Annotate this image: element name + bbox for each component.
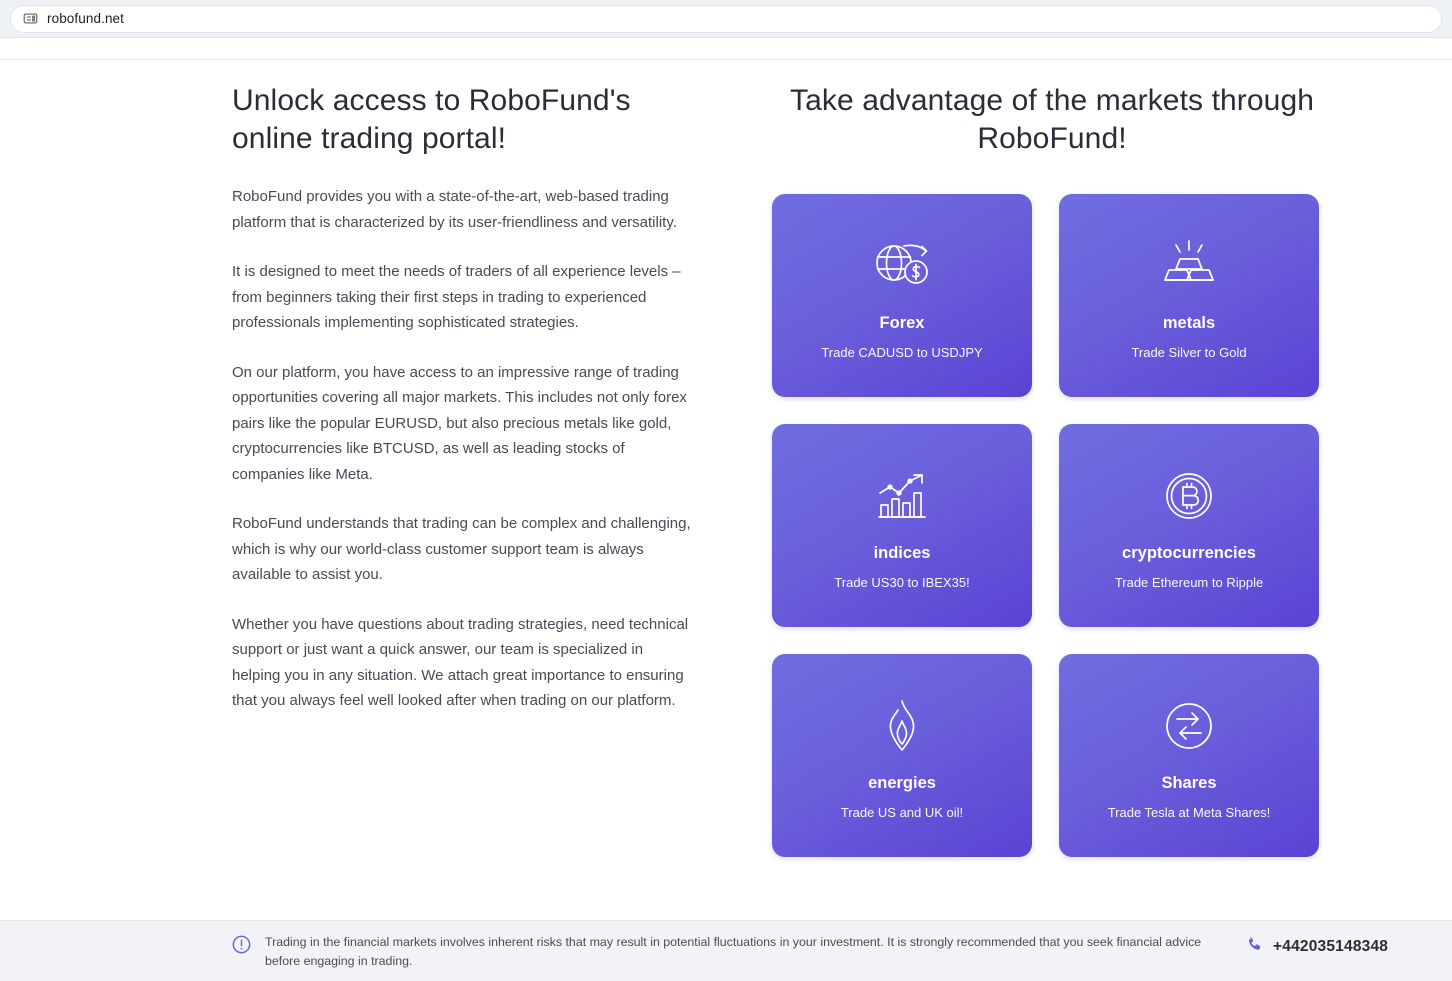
card-title: metals — [1162, 313, 1216, 332]
market-card-energies[interactable] — [772, 654, 1032, 857]
card-title: energies — [868, 773, 936, 792]
market-card-shares[interactable] — [1059, 654, 1319, 857]
intro-column — [52, 82, 692, 857]
card-subtitle: Trade US30 to IBEX35! — [834, 574, 970, 590]
intro-paragraph: RoboFund provides you with a state-of-the-art, web-based trading platform that is characterized by its user-friendliness and versatility. — [232, 188, 677, 231]
card-title: cryptocurrencies — [1122, 543, 1256, 562]
card-subtitle: Trade Tesla at Meta Shares! — [1107, 804, 1271, 820]
content-columns — [0, 60, 1452, 857]
card-title: Forex — [879, 313, 925, 332]
browser-toolbar — [0, 0, 1452, 38]
market-card-metals[interactable] — [1059, 194, 1319, 397]
address-bar[interactable] — [10, 5, 1442, 33]
market-card-forex[interactable] — [772, 194, 1032, 397]
contact-phone[interactable] — [1245, 935, 1388, 959]
intro-paragraph: Whether you have questions about trading strategies, need technical support or just want a quick answer, our team is specialized in helping you in any situation. We attach great importance to ensuring that you always feel well looked after when trading on our platform. — [232, 615, 689, 709]
markets-title: Take advantage of the markets through RoboFund! — [789, 84, 1315, 155]
market-card-cryptocurrencies[interactable] — [1059, 424, 1319, 627]
card-subtitle: Trade Silver to Gold — [1131, 344, 1247, 360]
disclaimer-text: Trading in the financial markets involves inherent risks that may result in potential fluctuations in your investment. It is strongly recommended that you seek financial advice before engaging in trading. — [265, 935, 1202, 968]
url-text: robofund.net — [47, 11, 125, 26]
card-title: Shares — [1161, 773, 1217, 792]
intro-paragraph: RoboFund understands that trading can be complex and challenging, which is why our world-class customer support team is always available to assist you. — [232, 515, 691, 583]
card-subtitle: Trade Ethereum to Ripple — [1114, 574, 1264, 590]
gold-bars-icon — [1157, 232, 1221, 300]
card-subtitle: Trade US and UK oil! — [840, 804, 964, 820]
bar-chart-arrow-icon — [870, 462, 934, 530]
globe-dollar-icon — [870, 232, 934, 300]
intro-paragraph: It is designed to meet the needs of traders of all experience levels – from beginners taking their first steps in trading to experienced professionals implementing sophisticated strategies. — [232, 263, 681, 331]
page-info-icon[interactable] — [23, 11, 38, 26]
market-card-indices[interactable] — [772, 424, 1032, 627]
alert-circle-icon — [232, 935, 251, 959]
page-title: Unlock access to RoboFund's online trading portal! — [232, 84, 631, 155]
markets-column — [732, 82, 1332, 857]
page-body — [0, 60, 1452, 981]
phone-number: +442035148348 — [1273, 938, 1389, 955]
phone-icon — [1245, 935, 1264, 959]
disclaimer-footer — [0, 920, 1452, 981]
flame-icon — [870, 692, 934, 760]
card-subtitle: Trade CADUSD to USDJPY — [821, 344, 983, 360]
market-card-grid — [772, 194, 1332, 857]
bitcoin-icon — [1157, 462, 1221, 530]
chrome-bookmark-strip — [0, 38, 1452, 60]
intro-paragraph: On our platform, you have access to an impressive range of trading opportunities covering all major markets. This includes not only forex pairs like the popular EURUSD, but also precious metals like gold, cryptocurrencies like BTCUSD, as well as leading stocks of companies like Meta. — [232, 363, 687, 483]
card-title: indices — [873, 543, 931, 562]
exchange-arrows-icon — [1157, 692, 1221, 760]
